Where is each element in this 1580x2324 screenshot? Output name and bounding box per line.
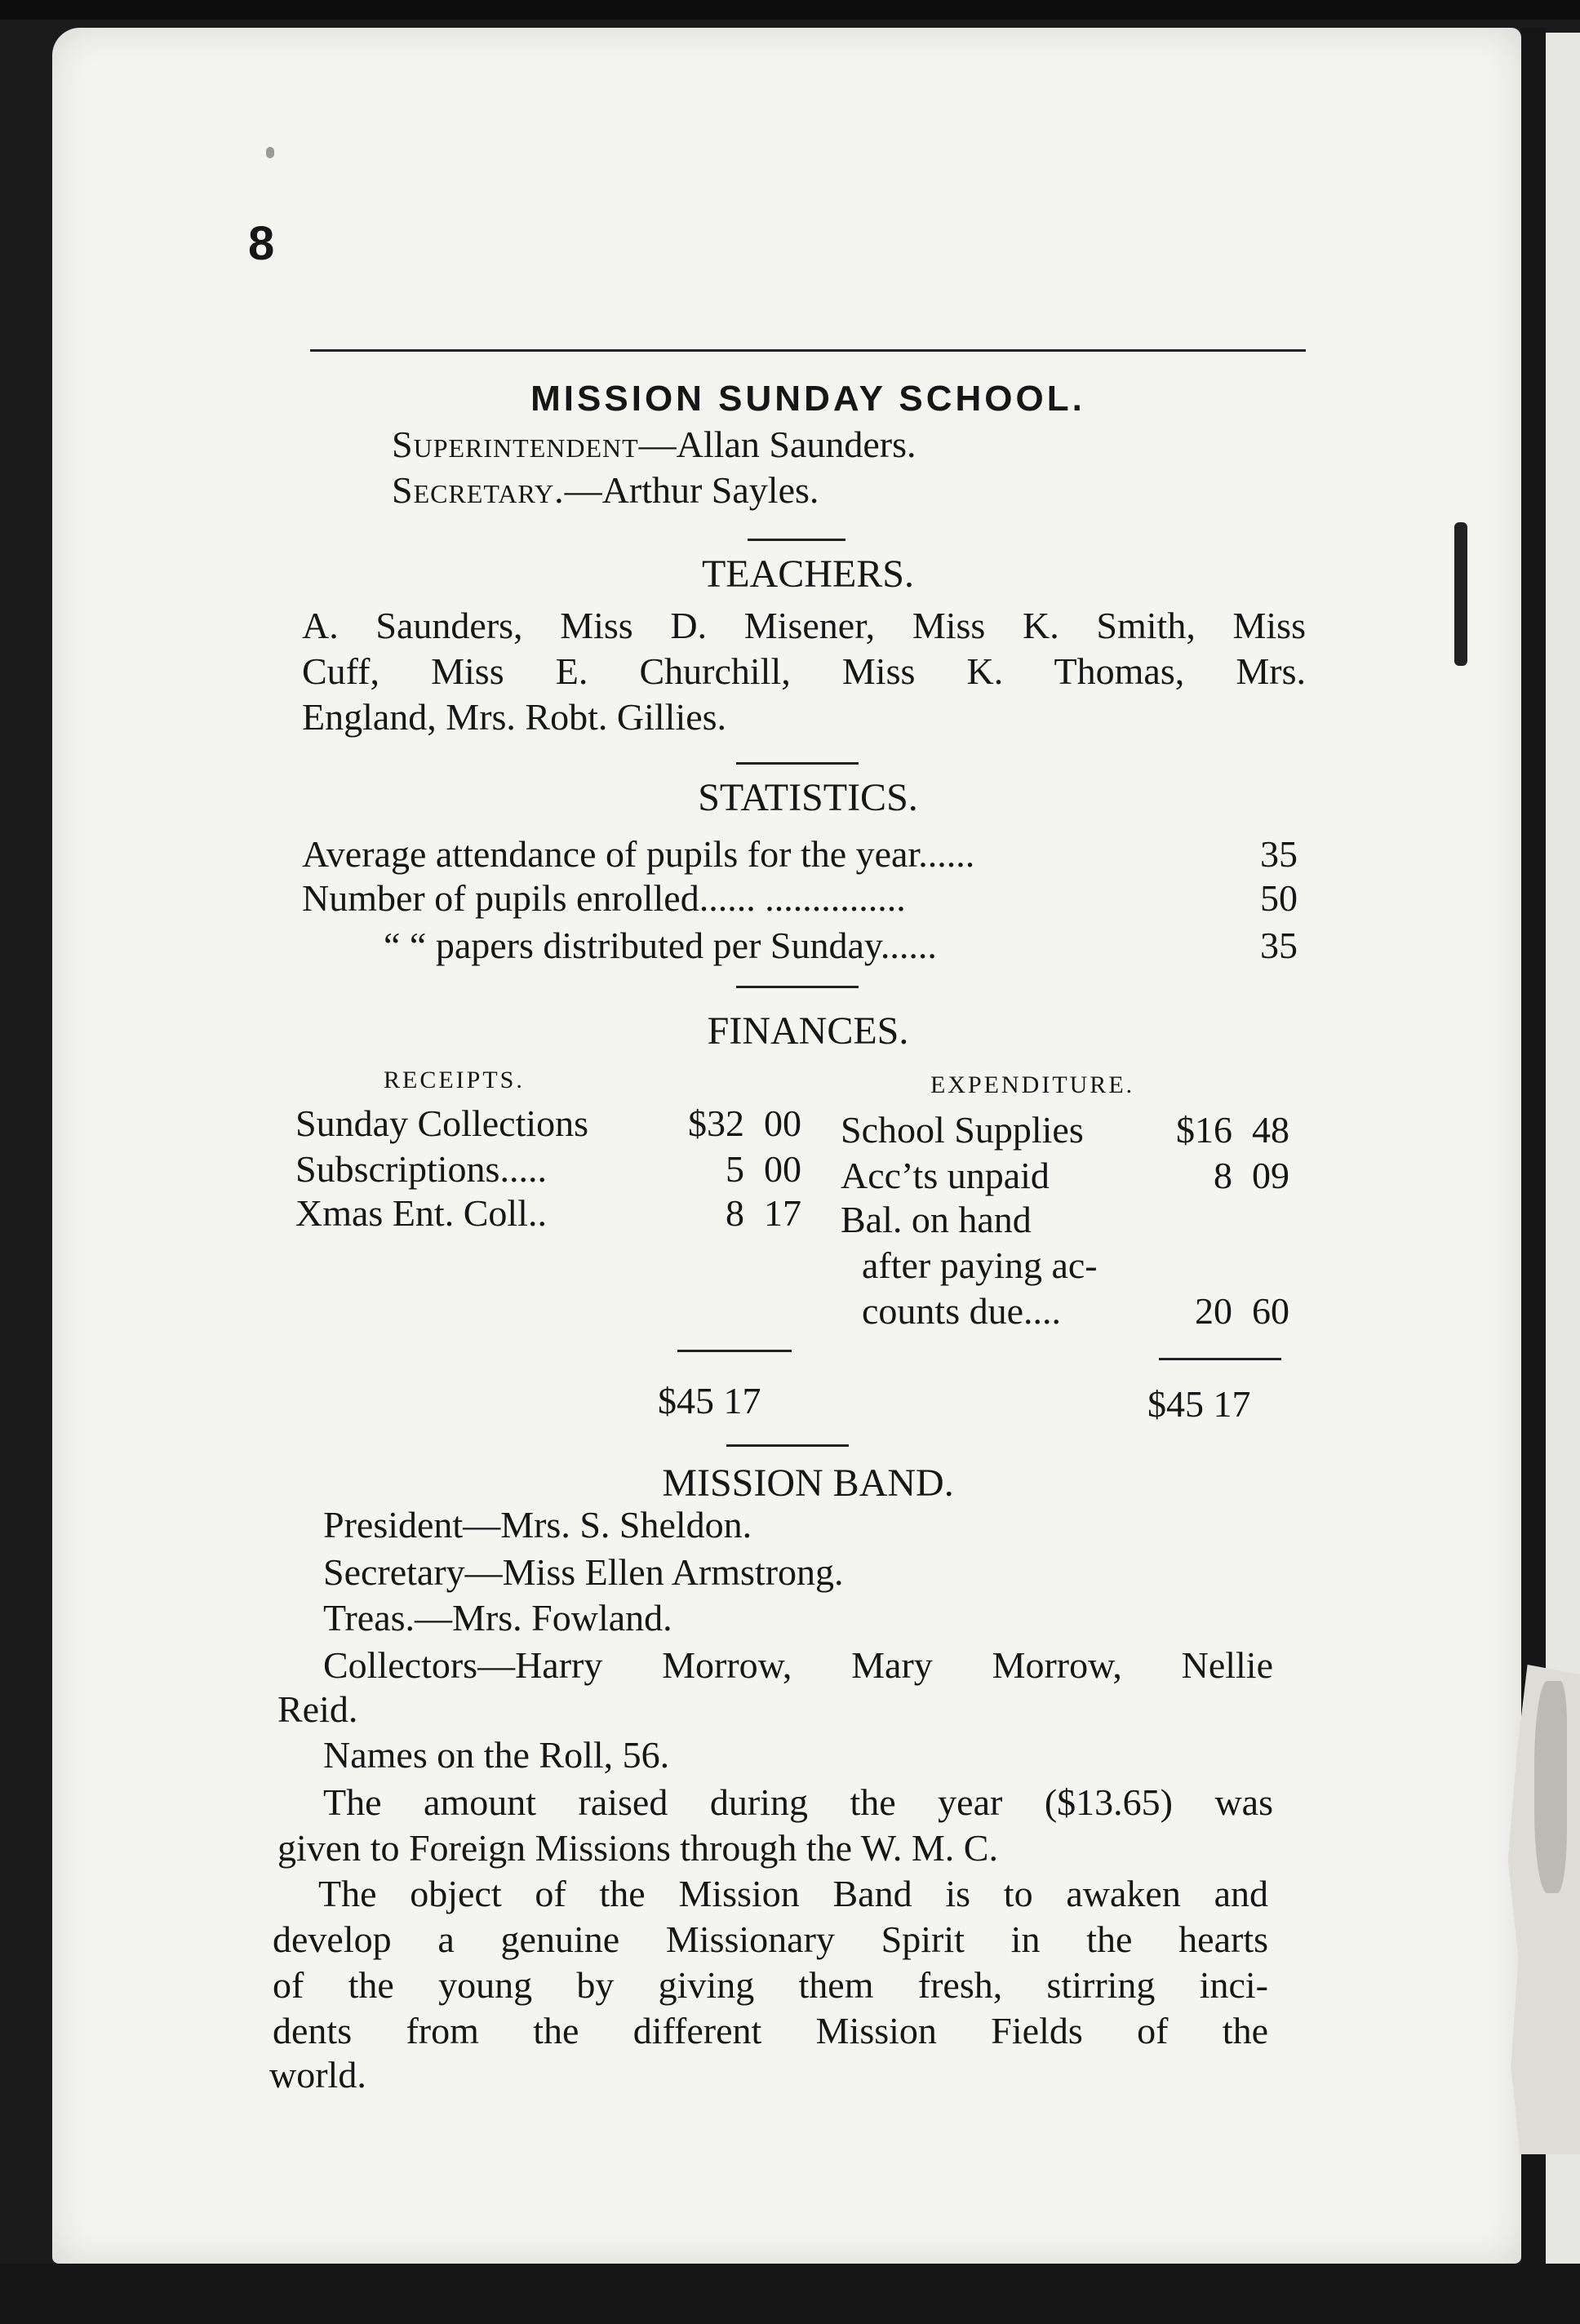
expenditure-label: Bal. on hand (841, 1199, 1032, 1240)
statistics-value: 35 (1260, 833, 1298, 875)
expenditure-cents: 60 (1252, 1290, 1289, 1332)
receipts-row (295, 1147, 801, 1191)
statistics-value: 35 (1260, 925, 1298, 966)
teachers-line: Cuff, Miss E. Churchill, Miss K. Thomas, Mrs. (302, 650, 1306, 692)
statistics-label: “ “ papers distributed per Sunday (384, 925, 881, 966)
expenditure-label: counts due.... (862, 1290, 1062, 1332)
expenditure-heading: EXPENDITURE. (930, 1071, 1135, 1098)
scan-bottom-border (0, 2264, 1580, 2324)
expenditure-row (862, 1244, 1289, 1288)
torn-page-shadow (1534, 1681, 1567, 1893)
expenditure-dollars: 20 (1195, 1290, 1232, 1332)
expenditure-dollars: $16 (1176, 1109, 1232, 1151)
statistics-row (302, 832, 1306, 876)
statistics-value: 50 (1260, 877, 1298, 919)
mission-band-line: Collectors—Harry Morrow, Mary Morrow, Nellie (323, 1644, 1273, 1686)
divider (736, 986, 859, 988)
mission-band-line: President—Mrs. S. Sheldon. (323, 1504, 752, 1546)
receipt-dollars: 5 (726, 1148, 744, 1190)
statistics-row (384, 924, 1306, 968)
receipts-row (295, 1102, 801, 1146)
expenditure-label: School Supplies (841, 1109, 1084, 1151)
expenditure-label: after paying ac- (862, 1244, 1098, 1286)
receipts-row (295, 1191, 801, 1235)
mission-band-line: Reid. (277, 1688, 358, 1730)
receipt-label: Xmas Ent. Coll.. (295, 1192, 547, 1234)
teachers-line: A. Saunders, Miss D. Misener, Miss K. Smith, Miss (302, 605, 1306, 646)
dot-leader: ...... (880, 925, 937, 966)
teachers-line: England, Mrs. Robt. Gillies. (302, 696, 727, 738)
mission-band-line: Names on the Roll, 56. (323, 1734, 670, 1776)
secretary-label: Secretary. (392, 469, 565, 511)
receipt-cents: 00 (764, 1102, 801, 1144)
mission-band-line: Secretary—Miss Ellen Armstrong. (323, 1551, 844, 1593)
expenditure-total-rule (1159, 1358, 1281, 1360)
statistics-label: Number of pupils enrolled (302, 877, 699, 919)
mission-band-line: given to Foreign Missions through the W. M. C. (277, 1827, 998, 1869)
mission-band-line: Treas.—Mrs. Fowland. (323, 1597, 672, 1639)
receipt-dollars: 8 (726, 1192, 744, 1234)
ink-mark (1454, 522, 1467, 666)
section-title: MISSION SUNDAY SCHOOL. (530, 379, 1085, 419)
divider (736, 762, 859, 765)
expenditure-cents: 09 (1252, 1155, 1289, 1196)
receipt-cents: 00 (764, 1148, 801, 1190)
dot-leader: ...... ............... (699, 877, 906, 919)
dot-leader: ...... (918, 833, 975, 875)
stray-dot (266, 147, 274, 158)
receipt-dollars: $32 (688, 1102, 744, 1144)
statistics-label: Average attendance of pupils for the year (302, 833, 919, 875)
secretary-name: —Arthur Sayles. (564, 469, 819, 511)
receipts-heading: RECEIPTS. (384, 1067, 525, 1093)
mission-band-heading: MISSION BAND. (662, 1461, 954, 1505)
statistics-heading: STATISTICS. (698, 776, 918, 819)
mission-band-line: The object of the Mission Band is to awaken and (318, 1873, 1268, 1914)
receipts-total: $45 17 (658, 1380, 761, 1421)
divider (748, 539, 845, 541)
mission-band-line: develop a genuine Missionary Spirit in the hearts (273, 1918, 1268, 1960)
expenditure-total: $45 17 (1147, 1383, 1251, 1425)
header-rule (310, 349, 1306, 352)
superintendent-label: Superintendent (392, 424, 639, 465)
expenditure-dollars: 8 (1214, 1155, 1232, 1196)
receipts-total-rule (677, 1350, 792, 1352)
finances-heading: FINANCES. (707, 1009, 909, 1053)
mission-band-line: dents from the different Mission Fields of the (273, 2010, 1268, 2051)
superintendent-name: —Allan Saunders. (638, 424, 916, 465)
receipt-label: Subscriptions..... (295, 1148, 547, 1190)
superintendent-line (392, 423, 916, 467)
expenditure-row (841, 1198, 1289, 1242)
teachers-heading: TEACHERS. (701, 552, 914, 596)
receipt-label: Sunday Collections (295, 1102, 589, 1144)
expenditure-row (841, 1154, 1289, 1198)
mission-band-line: The amount raised during the year ($13.65) was (323, 1781, 1273, 1823)
mission-band-line: world. (269, 2054, 366, 2096)
expenditure-row (862, 1289, 1289, 1333)
mission-band-line: of the young by giving them fresh, stirring inci- (273, 1964, 1268, 2006)
scan-top-shadow (0, 0, 1580, 20)
receipt-cents: 17 (764, 1192, 801, 1234)
expenditure-cents: 48 (1252, 1109, 1289, 1151)
divider (726, 1444, 849, 1447)
expenditure-label: Acc’ts unpaid (841, 1155, 1050, 1196)
expenditure-row (841, 1108, 1289, 1152)
page-number: 8 (248, 217, 275, 270)
statistics-row (302, 876, 1306, 920)
secretary-line (392, 468, 819, 512)
